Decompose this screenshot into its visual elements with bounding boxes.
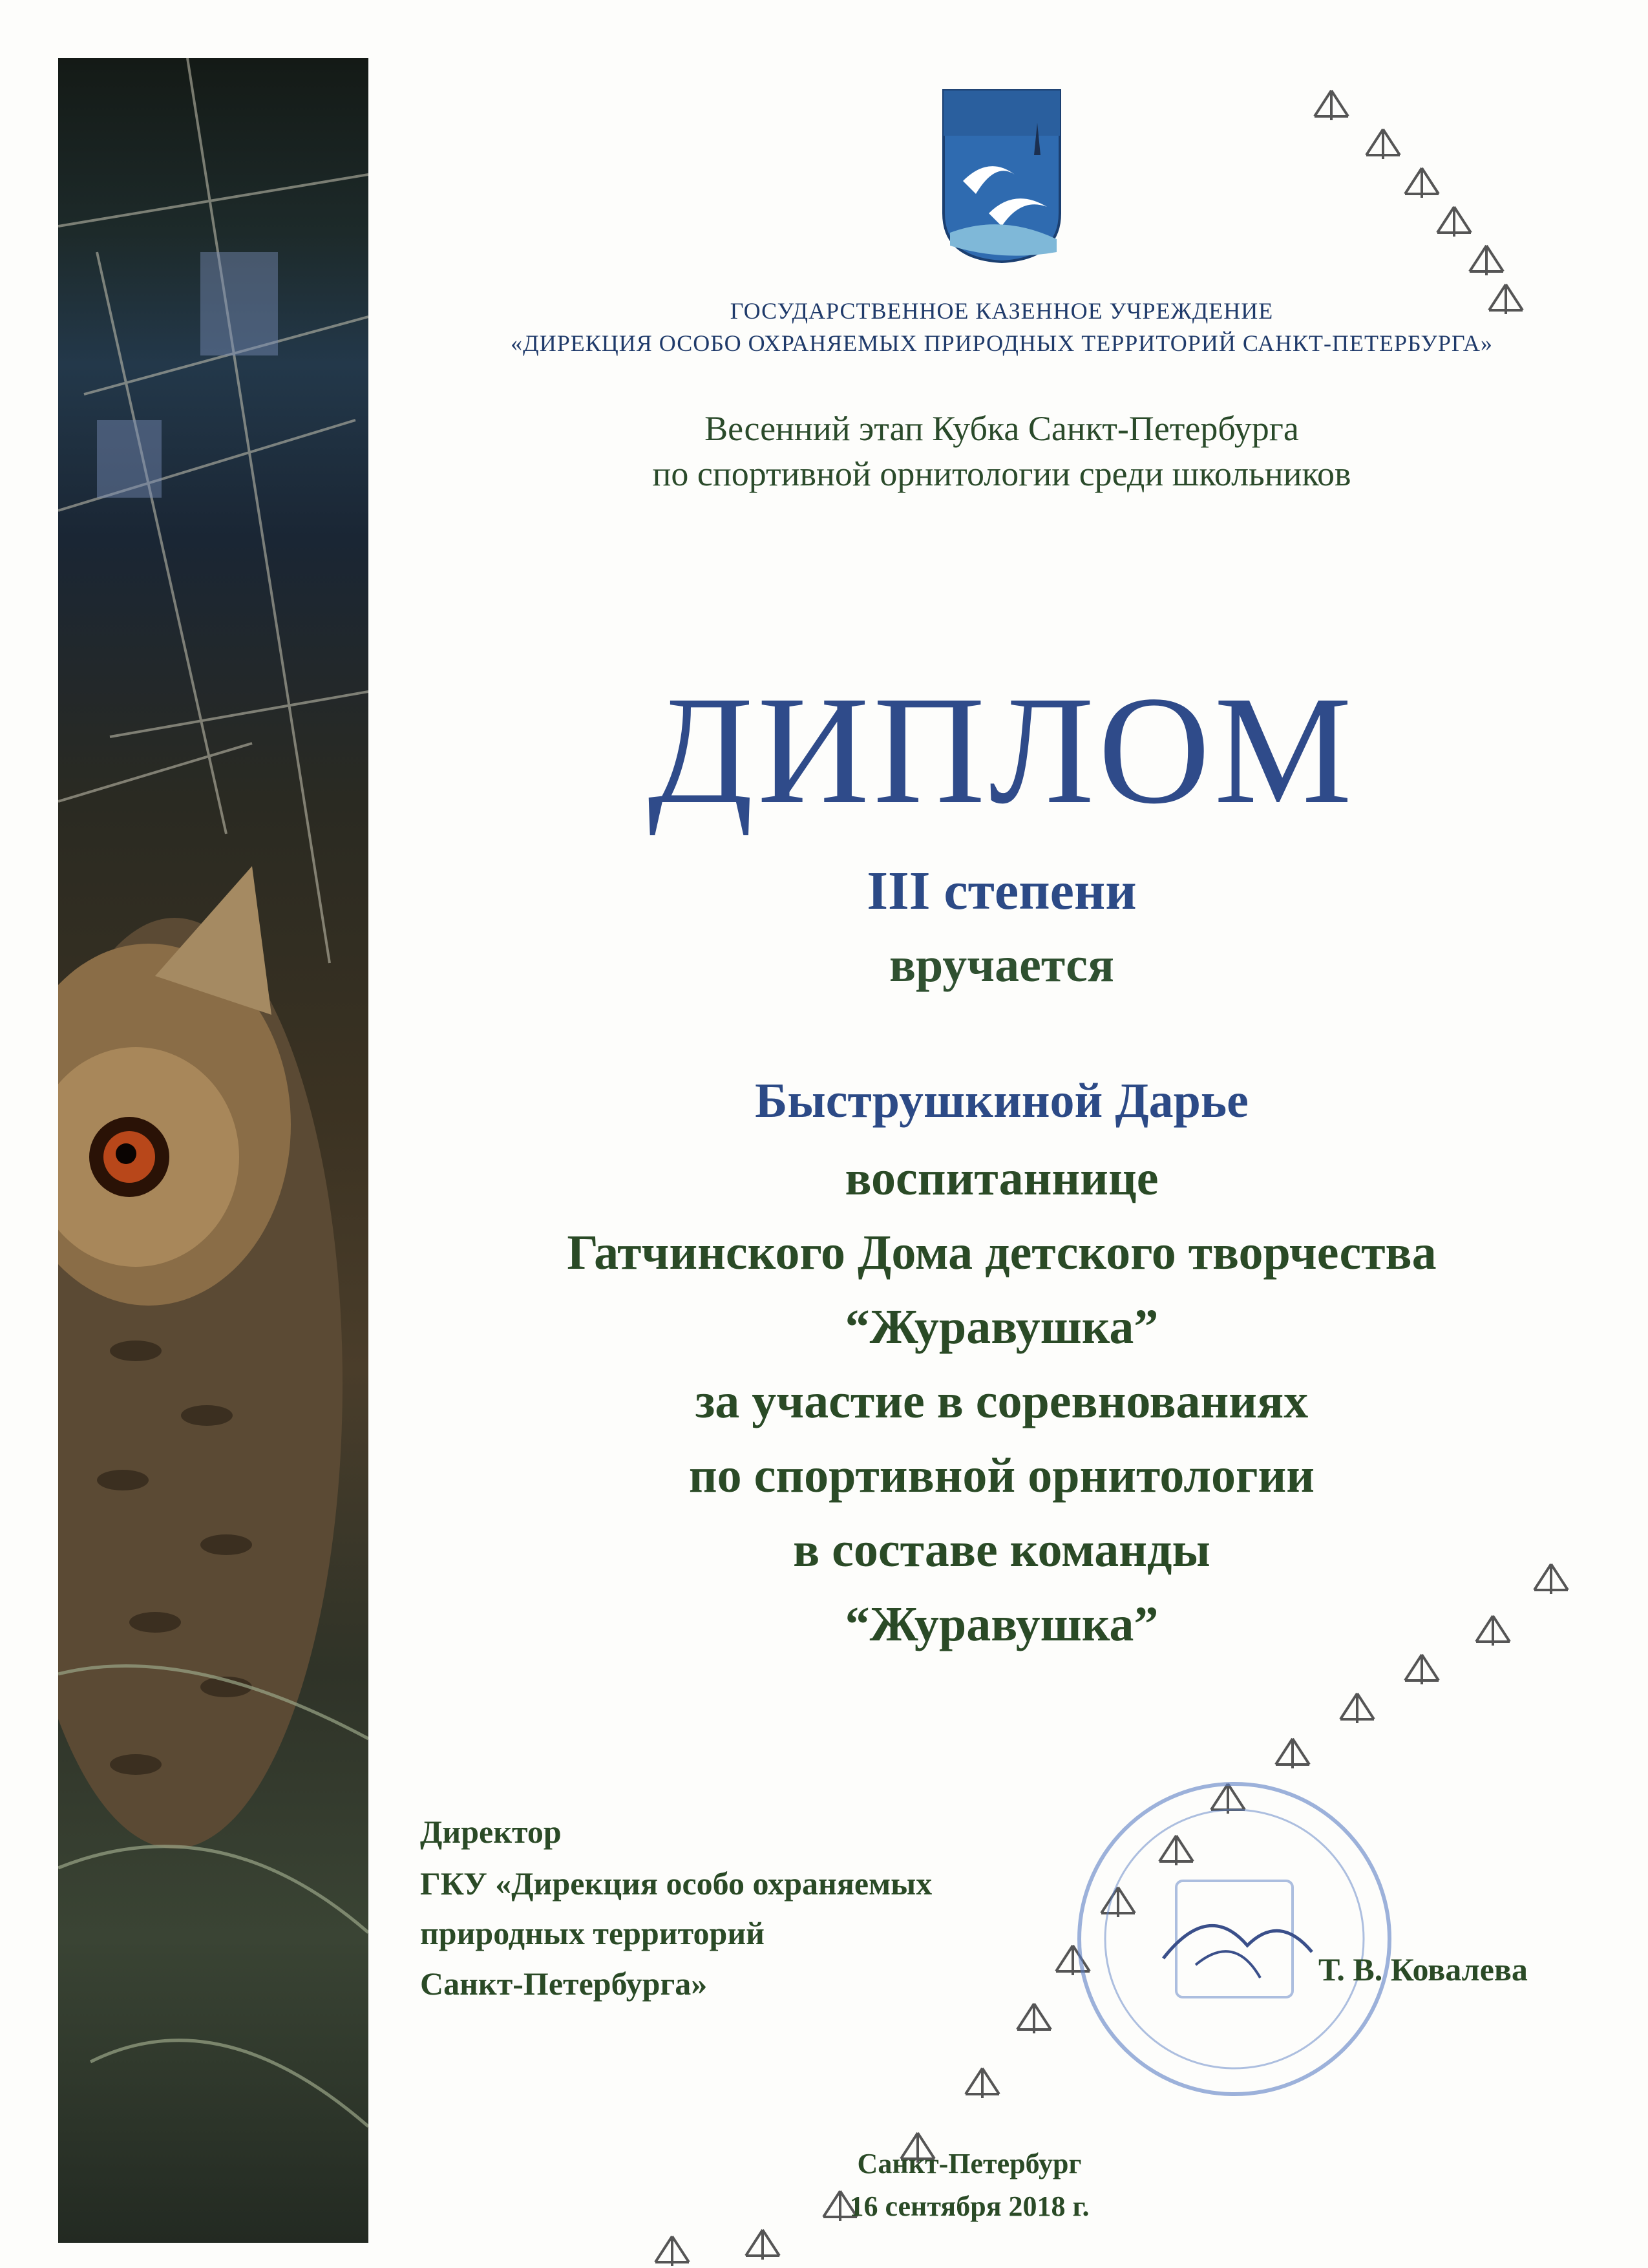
bird-footprint-icon <box>1489 284 1523 314</box>
diploma-text-line: за участие в соревнованиях <box>695 1374 1309 1428</box>
bird-footprint-icon <box>1340 1693 1374 1723</box>
bird-footprint-icon <box>1470 246 1503 275</box>
recipient-name: Быструшкиной Дарье <box>755 1074 1249 1128</box>
bird-footprint-icon <box>655 2236 689 2266</box>
diploma-degree: III степени <box>867 861 1137 921</box>
bird-footprint-icon <box>966 2068 999 2098</box>
bird-footprint-icon <box>1405 1655 1439 1684</box>
bird-footprint-icon <box>1476 1616 1510 1646</box>
event-line-1: Весенний этап Кубка Санкт-Петербурга <box>704 409 1299 448</box>
bird-footprint-icon <box>1366 129 1400 159</box>
diploma-text-line: Гатчинского Дома детского творчества <box>567 1225 1437 1280</box>
diploma-text-line: в составе команды <box>793 1523 1210 1577</box>
signature-org-line: ГКУ «Дирекция особо охраняемых <box>420 1865 933 1902</box>
bird-footprint-icon <box>746 2230 779 2260</box>
awarded-text: вручается <box>889 938 1114 992</box>
diploma-text-line: “Журавушка” <box>845 1597 1159 1651</box>
bird-footprint-icon <box>1405 168 1439 198</box>
bird-footprint-icon <box>1315 90 1348 120</box>
issue-city: Санкт-Петербург <box>857 2148 1082 2179</box>
bird-footprint-icon <box>1276 1739 1309 1768</box>
signer-name: Т. В. Ковалева <box>1318 1951 1528 1987</box>
signature-org-line: Санкт-Петербурга» <box>420 1966 708 2002</box>
bird-footprint-icon <box>1437 207 1471 237</box>
bird-footprint-icon <box>1017 2004 1051 2033</box>
signature-title: Директор <box>420 1814 562 1850</box>
bird-footprint-icon <box>1534 1564 1568 1594</box>
org-line-2: «ДИРЕКЦИЯ ОСОБО ОХРАНЯЕМЫХ ПРИРОДНЫХ ТЕРРИТОРИЙ САНКТ-ПЕТЕРБУРГА» <box>511 330 1493 356</box>
diploma-text-line: по спортивной орнитологии <box>688 1448 1315 1503</box>
org-line-1: ГОСУДАРСТВЕННОЕ КАЗЕННОЕ УЧРЕЖДЕНИЕ <box>730 298 1274 324</box>
official-stamp <box>1066 1771 1402 2107</box>
event-line-2: по спортивной орнитологии среди школьников <box>652 454 1351 493</box>
signature-org-line: природных территорий <box>420 1915 765 1951</box>
diploma-text-line: воспитаннице <box>845 1151 1159 1205</box>
diploma-text-line: “Журавушка” <box>845 1300 1159 1354</box>
issue-date: 16 сентября 2018 г. <box>849 2190 1090 2222</box>
diploma-title: ДИПЛОМ <box>648 664 1356 836</box>
